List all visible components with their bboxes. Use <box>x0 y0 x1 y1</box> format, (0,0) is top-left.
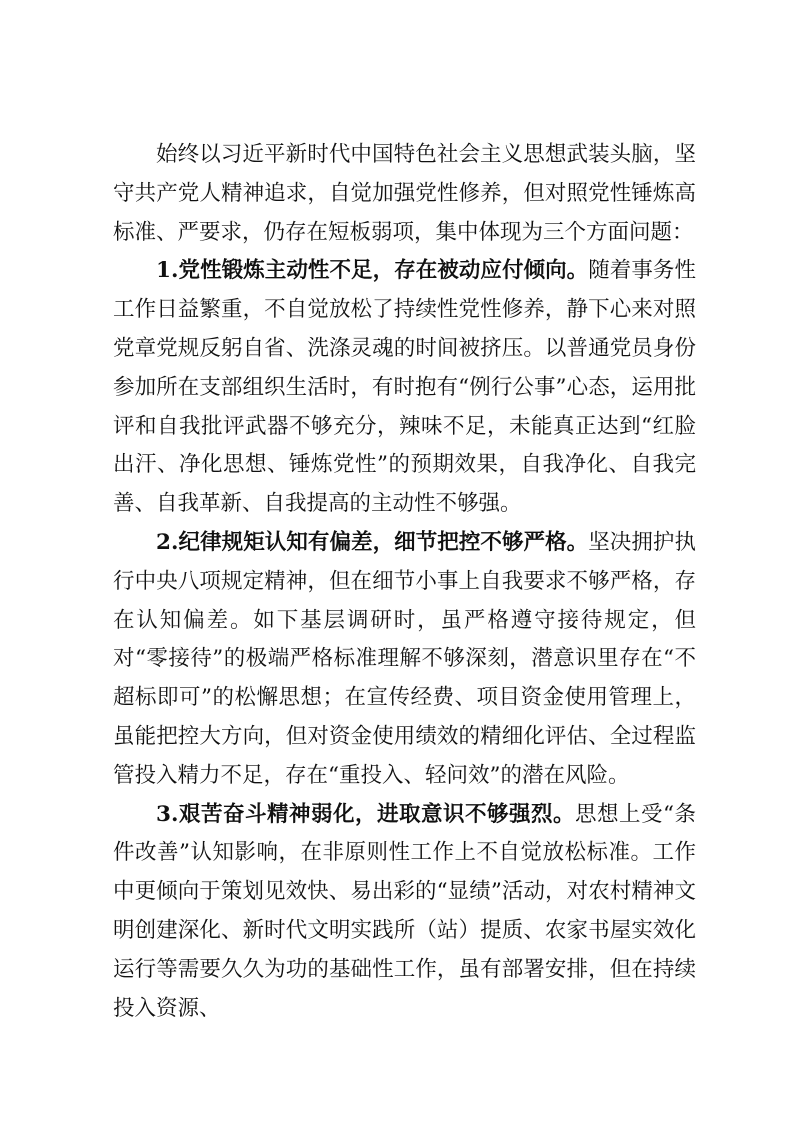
section-2-heading: 2.纪律规矩认知有偏差，细节把控不够严格。 <box>156 529 589 555</box>
section-1-paragraph <box>113 252 696 524</box>
section-2-body: 坚决拥护执行中央八项规定精神，但在细节小事上自我要求不够严格，存在认知偏差。如下基层调研时，虽严格遵守接待规定，但对“零接待”的极端严格标准理解不够深刻，潜意识里存在“不超标即可”的松懈思想；在宣传经费、项目资金使用管理上，虽能把控大方向，但对资金使用绩效的精细化评估、全过程监管投入精力不足，存在“重投入、轻问效”的潜在风险。 <box>113 529 696 788</box>
section-1-heading: 1.党性锻炼主动性不足，存在被动应付倾向。 <box>156 258 589 284</box>
section-3-body: 思想上受“条件改善”认知影响，在非原则性工作上不自觉放松标准。工作中更倾向于策划见效快、易出彩的“显绩”活动，对农村精神文明创建深化、新时代文明实践所（站）提质、农家书屋实效化运行等需要久久为功的基础性工作，虽有部署安排，但在持续投入资源、 <box>113 801 696 1021</box>
section-2-paragraph <box>113 524 696 796</box>
document-body <box>113 136 696 1028</box>
section-1-body: 随着事务性工作日益繁重，不自觉放松了持续性党性修养，静下心来对照党章党规反躬自省、洗涤灵魂的时间被挤压。以普通党员身份参加所在支部组织生活时，有时抱有“例行公事”心态，运用批评和自我批评武器不够充分，辣味不足，未能真正达到“红脸出汗、净化思想、锤炼党性”的预期效果，自我净化、自我完善、自我革新、自我提高的主动性不够强。 <box>113 258 696 517</box>
section-3-heading: 3.艰苦奋斗精神弱化，进取意识不够强烈。 <box>156 801 575 827</box>
section-3-paragraph <box>113 796 696 1029</box>
intro-paragraph: 始终以习近平新时代中国特色社会主义思想武装头脑，坚守共产党人精神追求，自觉加强党性修养，但对照党性锤炼高标准、严要求，仍存在短板弱项，集中体现为三个方面问题： <box>113 142 696 245</box>
